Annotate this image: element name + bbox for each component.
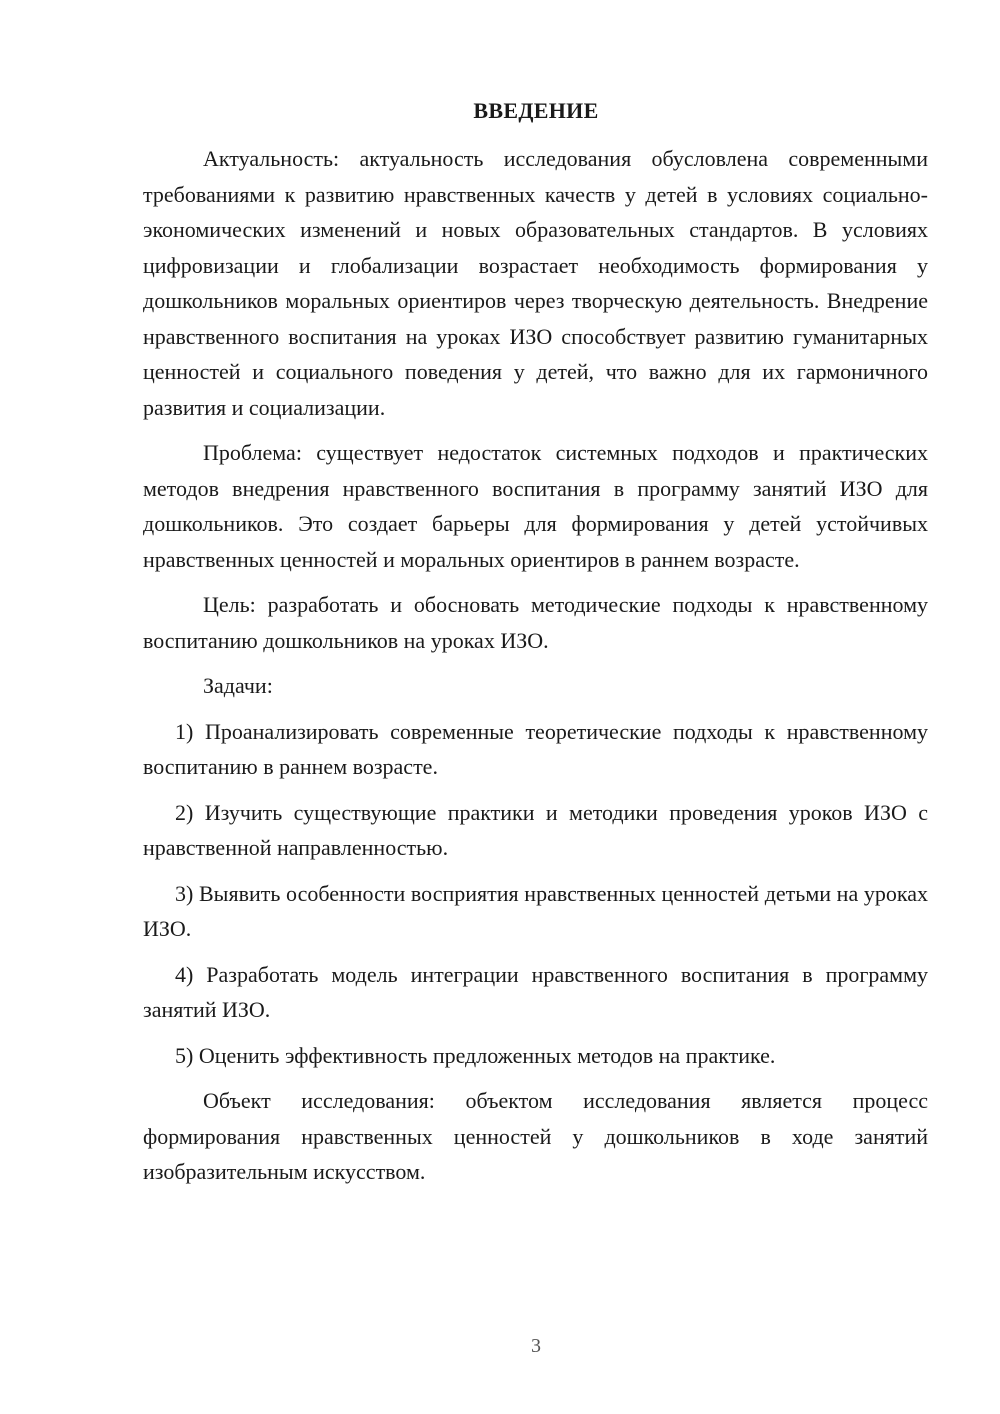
goal-paragraph: Цель: разработать и обосновать методические подходы к нравственному воспитанию дошкольников на уроках ИЗО. [143, 592, 928, 653]
page-title: ВВЕДЕНИЕ [473, 98, 599, 123]
problem-paragraph: Проблема: существует недостаток системных подходов и практических методов внедрения нравственного воспитания в программу занятий ИЗО для дошкольников. Это создает барьеры для формирования у детей устойчивых нравственных ценностей и моральных ориентиров в раннем возрасте. [143, 440, 928, 572]
document-body [143, 141, 928, 1190]
task-item-4: 4) Разработать модель интеграции нравственного воспитания в программу занятий ИЗО. [143, 961, 928, 1022]
task-item-3: 3) Выявить особенности восприятия нравственных ценностей детьми на уроках ИЗО. [143, 880, 928, 941]
relevance-paragraph: Актуальность: актуальность исследования обусловлена современными требованиями к развитию нравственных качеств у детей в условиях социально-экономических изменений и новых образовательных стандартов. В условиях цифровизации и глобализации возрастает необходимость формирования у дошкольников моральных ориентиров через творческую деятельность. Внедрение нравственного воспитания на уроках ИЗО способствует развитию гуманитарных ценностей и социального поведения у детей, что важно для их гармоничного развития и социализации. [143, 146, 928, 420]
object-paragraph: Объект исследования: объектом исследования является процесс формирования нравственных ценностей у дошкольников в ходе занятий изобразительным искусством. [143, 1088, 928, 1184]
task-item-5: 5) Оценить эффективность предложенных методов на практике. [175, 1042, 776, 1068]
task-item-1: 1) Проанализировать современные теоретические подходы к нравственному воспитанию в раннем возрасте. [143, 718, 928, 779]
tasks-heading: Задачи: [203, 673, 273, 698]
page-number: 3 [531, 1335, 541, 1357]
task-item-2: 2) Изучить существующие практики и методики проведения уроков ИЗО с нравственной направленностью. [143, 799, 928, 860]
